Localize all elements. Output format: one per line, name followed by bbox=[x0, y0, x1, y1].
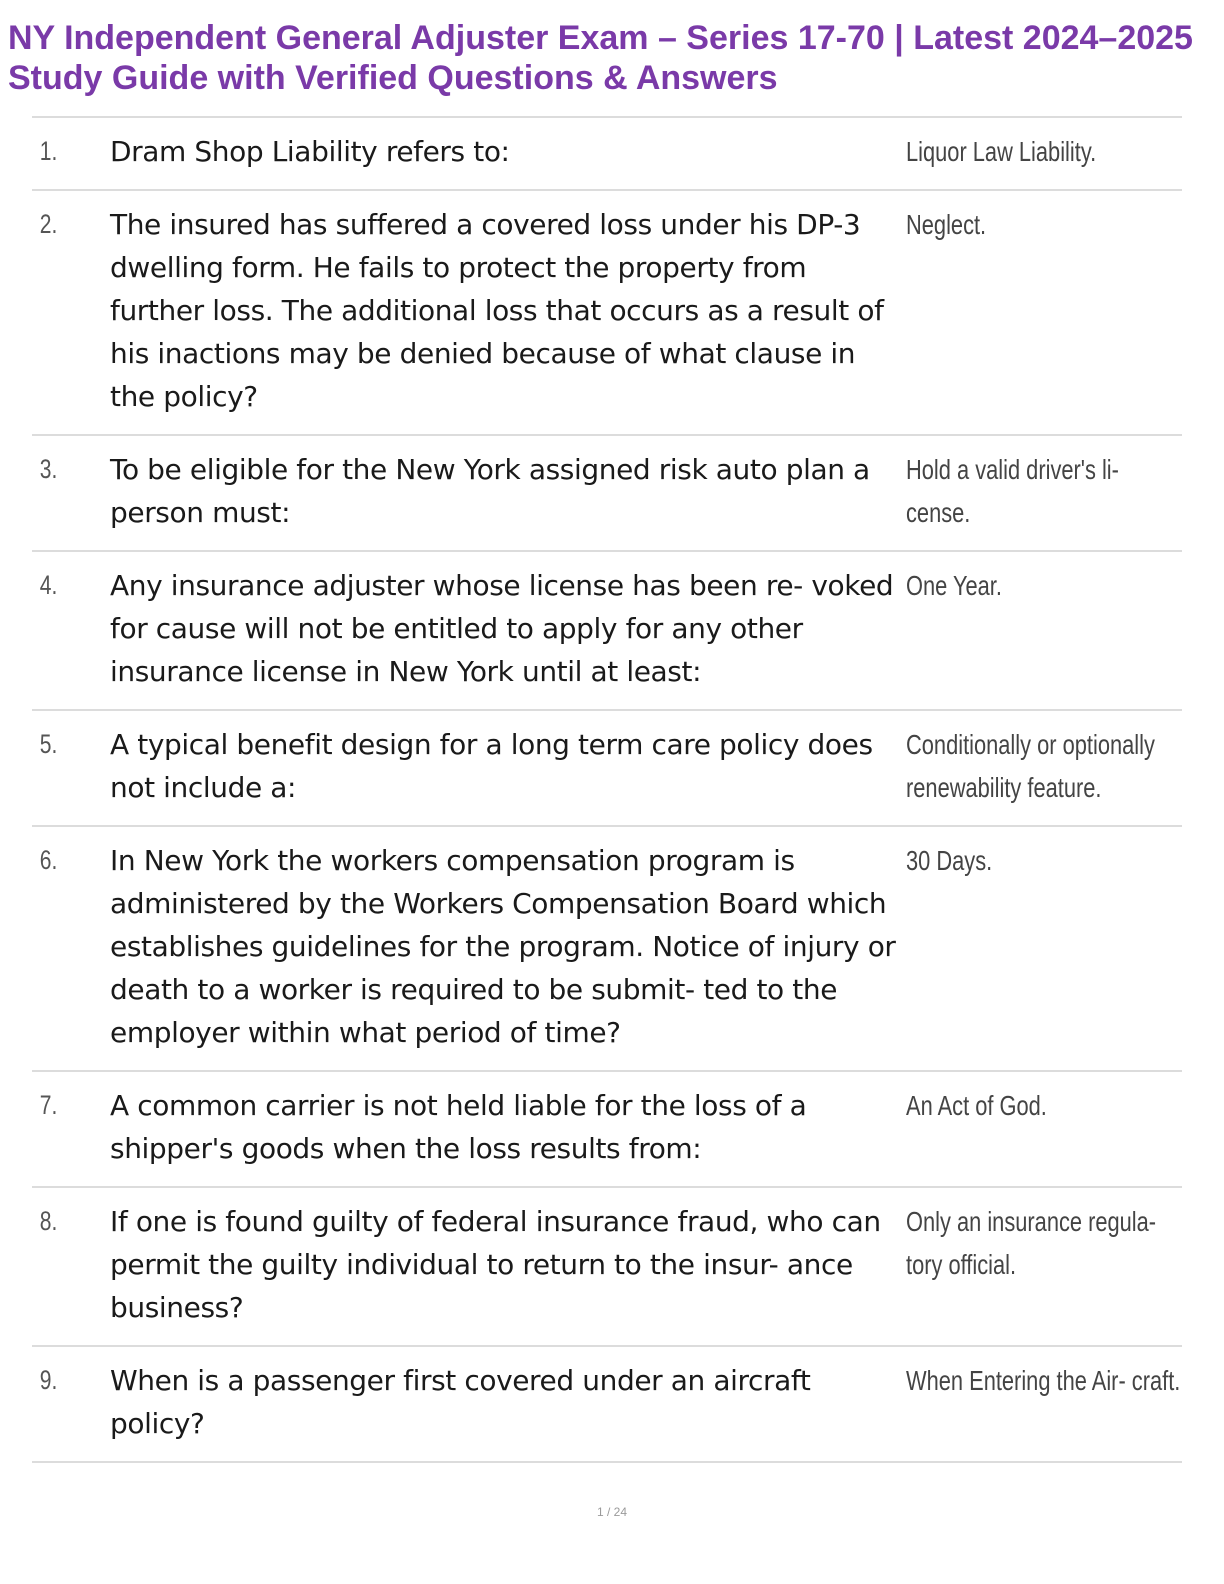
qa-row bbox=[32, 552, 1182, 711]
answer-text: 30 Days. bbox=[906, 845, 993, 876]
answer-text: An Act of God. bbox=[906, 1090, 1047, 1121]
qa-row bbox=[32, 711, 1182, 827]
answer-text: Only an insurance regula- tory official. bbox=[906, 1206, 1157, 1280]
question-number: 4. bbox=[39, 570, 58, 600]
question-number: 2. bbox=[39, 209, 58, 239]
qa-row bbox=[32, 1188, 1182, 1347]
qa-row bbox=[32, 827, 1182, 1072]
answer-text: Liquor Law Liability. bbox=[906, 136, 1097, 167]
question-number: 3. bbox=[39, 454, 58, 484]
question-text: To be eligible for the New York assigned risk auto plan a person must: bbox=[110, 453, 870, 529]
question-text: Any insurance adjuster whose license has been re- voked for cause will not be entitled to apply for any other insurance license in New York until at least: bbox=[110, 569, 894, 688]
qa-row bbox=[32, 436, 1182, 552]
question-number: 8. bbox=[39, 1206, 58, 1236]
question-text: In New York the workers compensation program is administered by the Workers Compensation Board which establishes guidelines for the program. Notice of injury or death to a worker is required to be submit- ted to the employer within what period of time? bbox=[110, 844, 896, 1049]
page-indicator: 1 / 24 bbox=[596, 1505, 628, 1519]
qa-row bbox=[32, 1072, 1182, 1188]
question-text: The insured has suffered a covered loss under his DP-3 dwelling form. He fails to protect the property from further loss. The additional loss that occurs as a result of his inactions may be denied because of what clause in the policy? bbox=[110, 208, 884, 413]
question-number: 1. bbox=[39, 136, 58, 166]
answer-text: One Year. bbox=[906, 570, 1002, 601]
answer-text: When Entering the Air- craft. bbox=[906, 1365, 1181, 1396]
answer-text: Neglect. bbox=[906, 209, 987, 240]
qa-row bbox=[32, 1347, 1182, 1463]
question-text: When is a passenger first covered under an aircraft policy? bbox=[110, 1364, 811, 1440]
question-number: 7. bbox=[39, 1090, 58, 1120]
answer-text: Conditionally or optionally renewability feature. bbox=[906, 729, 1155, 803]
question-text: Dram Shop Liability refers to: bbox=[110, 135, 510, 168]
document-title: NY Independent General Adjuster Exam – Series 17-70 | Latest 2024–2025 Study Guide with Verified Questions & Answers bbox=[8, 19, 1193, 97]
qa-row bbox=[32, 118, 1182, 191]
qa-row bbox=[32, 191, 1182, 436]
question-number: 6. bbox=[39, 845, 58, 875]
question-number: 9. bbox=[39, 1365, 58, 1395]
question-text: A typical benefit design for a long term care policy does not include a: bbox=[110, 728, 873, 804]
question-number: 5. bbox=[39, 729, 58, 759]
answer-text: Hold a valid driver's li- cense. bbox=[906, 454, 1119, 528]
question-text: If one is found guilty of federal insurance fraud, who can permit the guilty individual to return to the insur- ance business? bbox=[110, 1205, 881, 1324]
question-text: A common carrier is not held liable for the loss of a shipper's goods when the loss results from: bbox=[110, 1089, 807, 1165]
qa-table bbox=[32, 116, 1182, 1463]
